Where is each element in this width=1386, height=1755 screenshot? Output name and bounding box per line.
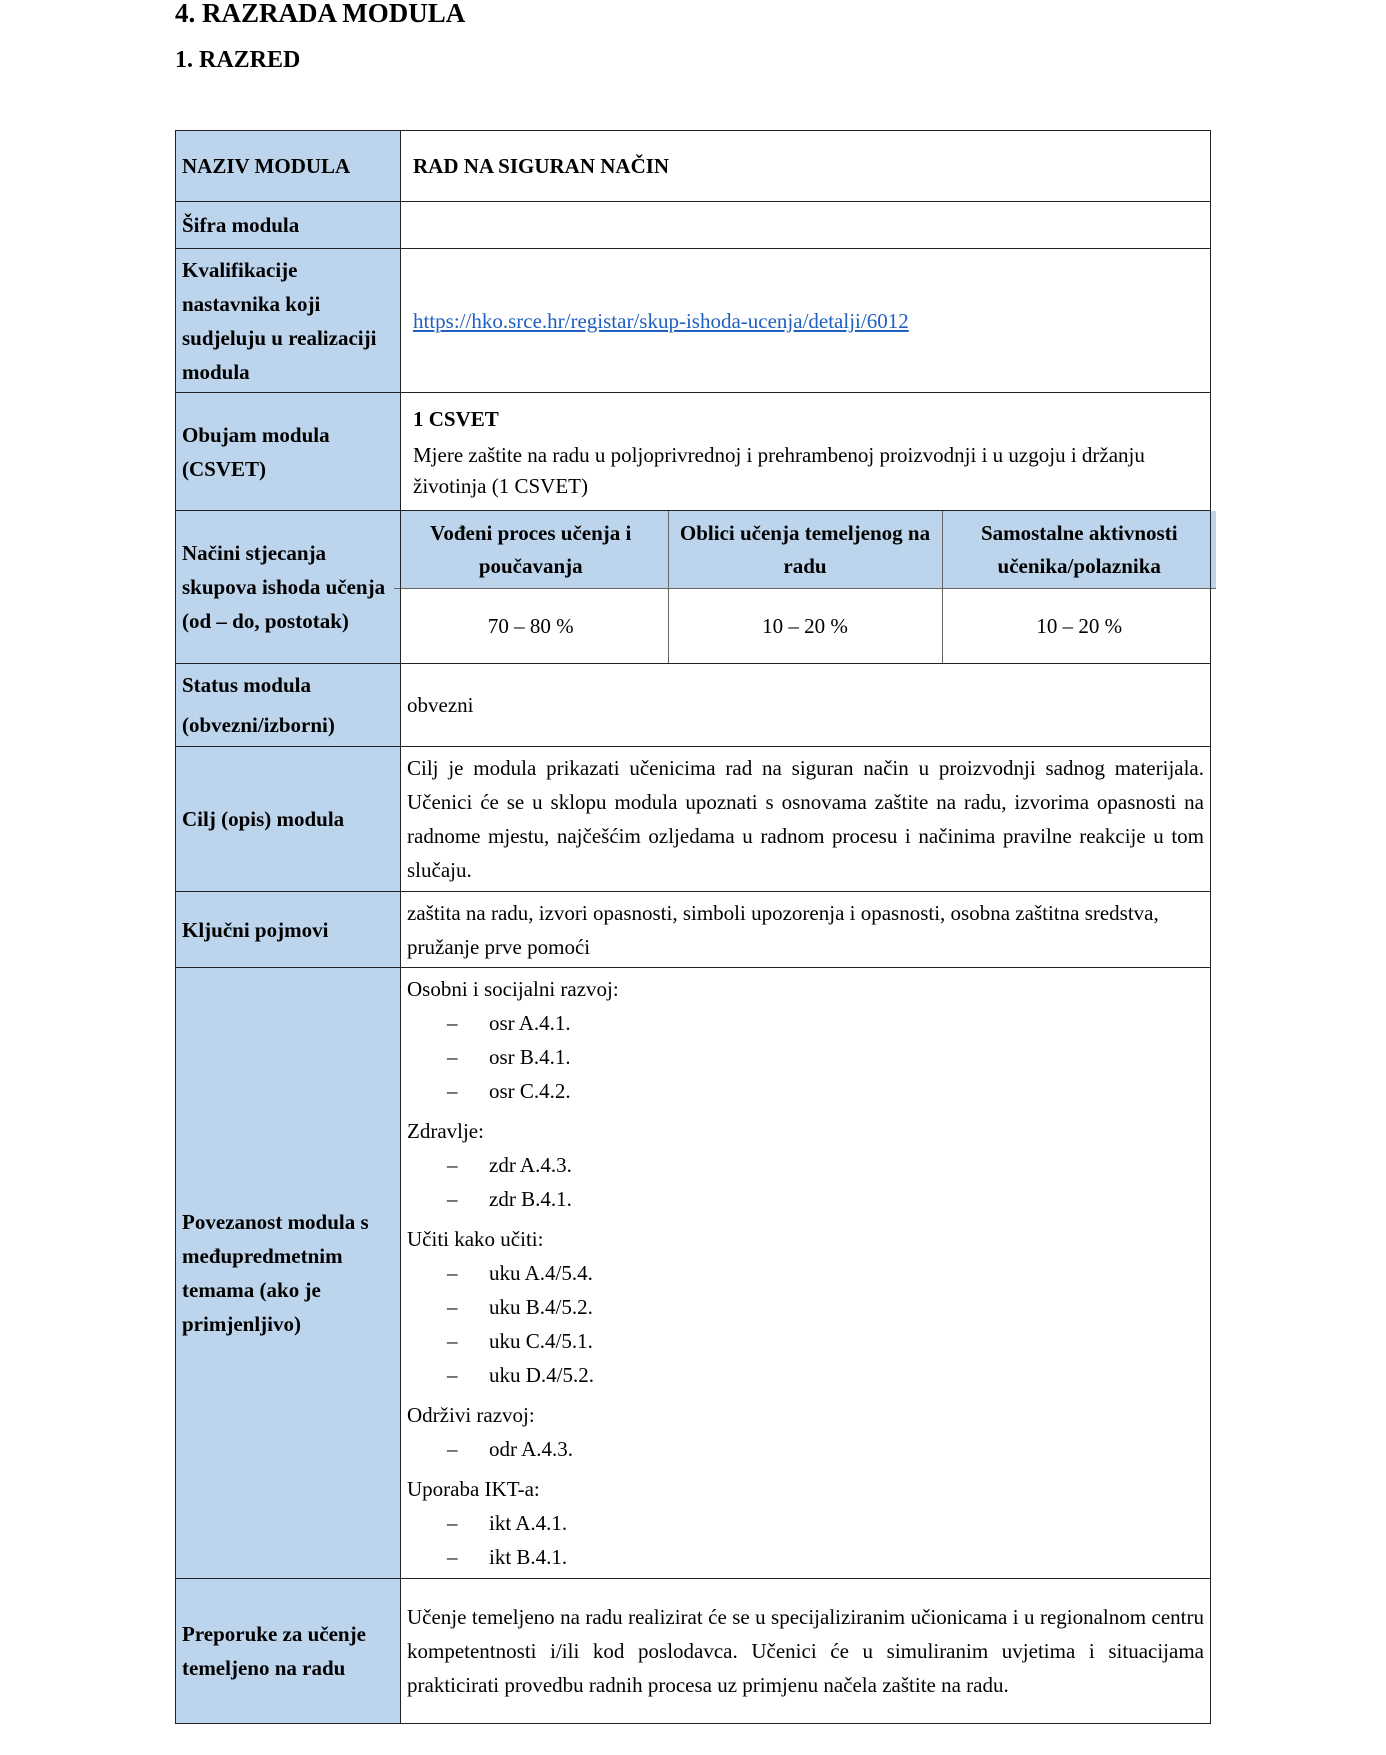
topic-item-code: uku D.4/5.2.	[489, 1363, 594, 1387]
methods-header-row	[394, 511, 1216, 589]
row-module-code	[176, 202, 1211, 249]
dash-bullet-icon: –	[447, 1511, 458, 1535]
row-scope	[176, 393, 1211, 511]
label-status-line-2: (obvezni/izborni)	[182, 713, 335, 737]
cross-curricular-groups	[407, 968, 1204, 1578]
value-keywords: zaštita na radu, izvori opasnosti, simboli upozorenja i opasnosti, osobna zaštitna sredstva, pružanje prve pomoći	[401, 892, 1211, 968]
label-scope: Obujam modula (CSVET)	[176, 393, 401, 511]
dash-bullet-icon: –	[447, 1079, 458, 1103]
topic-group-title: Uporaba IKT-a:	[407, 1477, 540, 1501]
label-methods	[176, 511, 401, 664]
topic-item	[407, 1290, 1204, 1324]
row-qualifications	[176, 249, 1211, 393]
topic-group-title: Održivi razvoj:	[407, 1403, 535, 1427]
row-goal	[176, 747, 1211, 892]
methods-value-guided: 70 – 80 %	[394, 589, 668, 664]
value-qualifications	[401, 249, 1211, 393]
methods-subtable	[394, 511, 1216, 663]
row-keywords	[176, 892, 1211, 968]
value-goal: Cilj je modula prikazati učenicima rad na siguran način u proizvodnji sadnog materijala. Učenici će se u sklopu modula upoznati s osnovama zaštite na radu, izvorima opasnosti na radnome mjestu, najčešćim ozljedama u radnom procesu i načinima pravilne reakcije u tom slučaju.	[401, 747, 1211, 892]
methods-value-independent: 10 – 20 %	[942, 589, 1216, 664]
label-work-based: Preporuke za učenje temeljeno na radu	[176, 1579, 401, 1724]
section-heading: 4. RAZRADA MODULA	[175, 0, 466, 28]
topic-item	[407, 1506, 1204, 1540]
label-methods-line-2: (od – do, postotak)	[182, 609, 349, 633]
topic-item	[407, 1182, 1204, 1216]
topic-item	[407, 1040, 1204, 1074]
dash-bullet-icon: –	[447, 1011, 458, 1035]
topic-item-code: osr B.4.1.	[489, 1045, 571, 1069]
dash-bullet-icon: –	[447, 1045, 458, 1069]
row-module-name	[176, 131, 1211, 202]
label-qualifications: Kvalifikacije nastavnika koji sudjeluju u realizaciji modula	[176, 249, 401, 393]
topic-group	[407, 1398, 1204, 1466]
module-table	[175, 130, 1211, 1724]
topic-item	[407, 1432, 1204, 1466]
topic-item	[407, 1148, 1204, 1182]
dash-bullet-icon: –	[447, 1295, 458, 1319]
topic-item	[407, 1324, 1204, 1358]
dash-bullet-icon: –	[447, 1329, 458, 1353]
value-scope	[401, 393, 1211, 511]
row-methods	[176, 511, 1211, 664]
topic-group	[407, 1222, 1204, 1392]
dash-bullet-icon: –	[447, 1187, 458, 1211]
topic-item	[407, 1074, 1204, 1108]
topic-item-code: zdr B.4.1.	[489, 1187, 572, 1211]
topic-group-title: Učiti kako učiti:	[407, 1227, 544, 1251]
topic-item	[407, 1006, 1204, 1040]
label-goal: Cilj (opis) modula	[176, 747, 401, 892]
value-methods	[401, 511, 1211, 664]
topic-item-code: uku B.4/5.2.	[489, 1295, 593, 1319]
topic-group	[407, 1114, 1204, 1216]
row-work-based	[176, 1579, 1211, 1724]
label-methods-line-1: Načini stjecanja skupova ishoda učenja	[182, 541, 386, 599]
scope-description: Mjere zaštite na radu u poljoprivrednoj i prehrambenoj proizvodnji i u uzgoju i držanju životinja (1 CSVET)	[413, 442, 1145, 498]
topic-item-code: uku A.4/5.4.	[489, 1261, 593, 1285]
qualifications-link[interactable]: https://hko.srce.hr/registar/skup-ishoda-ucenja/detalji/6012	[413, 308, 909, 333]
methods-header-guided: Vođeni proces učenja i poučavanja	[394, 511, 668, 589]
methods-header-independent: Samostalne aktivnosti učenika/polaznika	[942, 511, 1216, 589]
label-module-code: Šifra modula	[176, 202, 401, 249]
methods-header-workbased: Oblici učenja temeljenog na radu	[668, 511, 942, 589]
value-cross-curricular	[401, 968, 1211, 1579]
label-cross-curricular: Povezanost modula s međupredmetnim temama (ako je primjenljivo)	[176, 968, 401, 1579]
dash-bullet-icon: –	[447, 1545, 458, 1569]
topic-item-code: ikt A.4.1.	[489, 1511, 568, 1535]
value-status: obvezni	[401, 664, 1211, 747]
topic-item	[407, 1256, 1204, 1290]
value-module-name: RAD NA SIGURAN NAČIN	[401, 131, 1211, 202]
scope-credits: 1 CSVET	[413, 406, 499, 431]
topic-item-code: uku C.4/5.1.	[489, 1329, 593, 1353]
topic-group	[407, 1472, 1204, 1574]
dash-bullet-icon: –	[447, 1261, 458, 1285]
label-status	[176, 664, 401, 747]
topic-item	[407, 1540, 1204, 1574]
methods-value-workbased: 10 – 20 %	[668, 589, 942, 664]
row-status	[176, 664, 1211, 747]
topic-item-code: osr C.4.2.	[489, 1079, 571, 1103]
topic-item-code: ikt B.4.1.	[489, 1545, 568, 1569]
row-cross-curricular	[176, 968, 1211, 1579]
label-keywords: Ključni pojmovi	[176, 892, 401, 968]
grade-heading: 1. RAZRED	[175, 47, 301, 73]
topic-item	[407, 1358, 1204, 1392]
methods-value-row	[394, 589, 1216, 664]
topic-item-code: osr A.4.1.	[489, 1011, 571, 1035]
label-status-line-1: Status modula	[182, 673, 311, 697]
topic-group	[407, 972, 1204, 1108]
topic-group-title: Zdravlje:	[407, 1119, 484, 1143]
topic-group-title: Osobni i socijalni razvoj:	[407, 977, 619, 1001]
value-module-code	[401, 202, 1211, 249]
dash-bullet-icon: –	[447, 1153, 458, 1177]
label-module-name: NAZIV MODULA	[176, 131, 401, 202]
topic-item-code: odr A.4.3.	[489, 1437, 573, 1461]
value-work-based: Učenje temeljeno na radu realizirat će se u specijaliziranim učionicama i u regionalnom centru kompetentnosti i/ili kod poslodavca. Učenici će u simuliranim uvjetima i situacijama prakticirati provedbu radnih procesa uz primjenu načela zaštite na radu.	[401, 1579, 1211, 1724]
dash-bullet-icon: –	[447, 1363, 458, 1387]
dash-bullet-icon: –	[447, 1437, 458, 1461]
topic-item-code: zdr A.4.3.	[489, 1153, 572, 1177]
